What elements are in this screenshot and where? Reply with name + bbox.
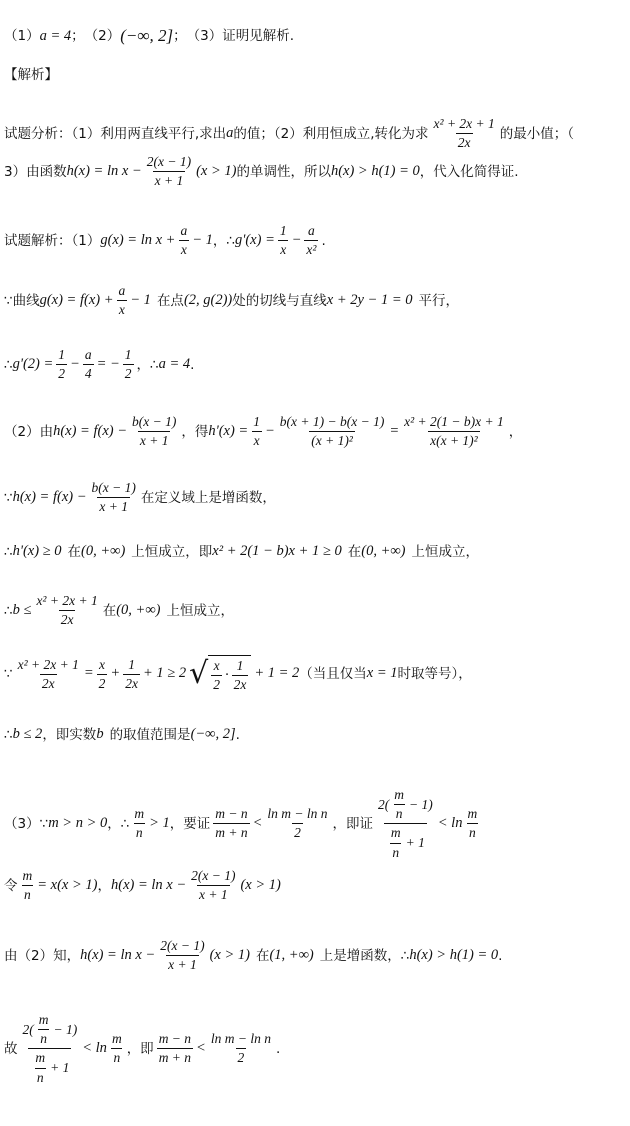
- math-expr: g'(2) =: [12, 355, 54, 372]
- solution-text: （当且仅当: [299, 666, 367, 683]
- solution-line-7: [4, 593, 626, 628]
- fraction: $\frac{2(x - 1)}{x + 1}$: [160, 938, 205, 973]
- math-expr: −: [264, 422, 275, 439]
- solution-text: 在: [255, 947, 270, 964]
- math-expr: < ln: [437, 815, 463, 832]
- math-expr: x² + 2(1 − b)x + 1 ≥ 0: [212, 543, 342, 559]
- solution-line-2: [4, 283, 626, 318]
- math-expr: = x(x > 1): [37, 876, 98, 893]
- math-expr: (1, +∞): [269, 946, 314, 963]
- math-var: b: [96, 726, 104, 742]
- fraction: $\frac{a}{x}$: [180, 223, 188, 258]
- math-expr: + 1 = 2: [254, 665, 300, 682]
- solution-text: ，∴: [107, 815, 130, 832]
- solution-text: ，要证: [169, 815, 211, 832]
- math-expr: g(x) = ln x +: [100, 231, 176, 248]
- math-expr: − 1: [130, 291, 151, 308]
- fraction: $\frac{\text{ln m − ln n}}{2}$: [267, 806, 328, 841]
- solution-text: .: [321, 232, 326, 249]
- answer-separator: ；: [71, 28, 85, 45]
- math-expr: m > n > 0: [48, 815, 108, 832]
- answer-separator-2: ；: [173, 28, 187, 45]
- answer-part1-label: （1）: [4, 28, 40, 45]
- solution-text: ，即实数: [42, 726, 97, 743]
- math-expr: h(x) = f(x) −: [12, 488, 87, 505]
- fraction: $\frac{\text{x² + 2x + 1}}{2x}$: [36, 593, 98, 628]
- analysis-line-2: [4, 154, 626, 189]
- solution-text: 在: [347, 543, 362, 560]
- math-expr: h(x) > h(1) = 0: [330, 162, 420, 179]
- math-expr: < ln: [82, 1040, 107, 1057]
- solution-text: ，: [97, 877, 111, 894]
- math-expr: h(x) > h(1) = 0: [409, 946, 499, 963]
- fraction: $\frac{b(x - 1)}{x + 1}$: [91, 480, 136, 515]
- math-expr: h'(x) =: [208, 422, 249, 439]
- math-expr: =: [389, 422, 400, 439]
- fraction: $\frac{b(x - 1)}{x + 1}$: [132, 414, 177, 449]
- solution-text: 在定义域上是增函数，: [140, 489, 276, 506]
- math-expr: h(x) = ln x −: [66, 162, 142, 179]
- solution-text: 处的切线与直线: [232, 292, 327, 309]
- fraction: $\frac{\text{x² + 2(1 − b)x + 1}}{\text{x(x + 1)²}}$: [404, 414, 504, 449]
- analysis-text: ，代入化简得证.: [419, 163, 519, 180]
- fraction: $\frac{b(x + 1) - b(x - 1)}{\text{(x + 1)²}}$: [279, 414, 385, 449]
- fraction: $\frac{1}{2}$: [58, 347, 66, 382]
- solution-text: 上恒成立，: [411, 543, 480, 560]
- solution-text: ∵: [4, 666, 13, 683]
- solution-line-1: [4, 223, 626, 258]
- fraction: $\frac{\text{ln m − ln n}}{2}$: [210, 1031, 271, 1066]
- solution-line-3: [4, 347, 626, 382]
- solution-text: ，: [508, 423, 523, 440]
- solution-line-8: [4, 655, 626, 693]
- math-var: a: [226, 124, 234, 141]
- solution-text: .: [275, 1040, 281, 1057]
- answer-part1-value: a = 4: [39, 27, 72, 44]
- math-expr: = −: [96, 355, 120, 372]
- fraction: $\frac{1}{2}$: [124, 347, 132, 382]
- answer-part3: （3）证明见解析.: [186, 28, 294, 45]
- compound-fraction: 2( $\frac{m}{n}$ − 1) $\frac{m}{n}$ + 1: [22, 1012, 78, 1085]
- solution-text: 故: [4, 1040, 18, 1057]
- math-expr: =: [83, 665, 94, 682]
- solution-text: ∴: [4, 356, 13, 373]
- analysis-text: 的单调性，所以: [236, 163, 331, 180]
- math-expr: <: [196, 1040, 206, 1057]
- solution-text: ，即证: [332, 815, 374, 832]
- fraction: $\frac{1}{2x}$: [125, 656, 138, 691]
- math-expr: x = 1: [366, 665, 398, 682]
- math-expr: g'(x) =: [235, 231, 275, 248]
- math-expr: h(x) = f(x) −: [53, 422, 128, 439]
- fraction: $\frac{\text{x² + 2x + 1}}{2x}$: [17, 656, 79, 691]
- solution-text: 试题解析：（1）: [4, 232, 101, 249]
- solution-text: 由（2）知，: [4, 947, 81, 964]
- answer-part2-value: (−∞, 2]: [120, 26, 174, 45]
- solution-text: ，即: [126, 1040, 154, 1057]
- math-expr: > 1: [149, 815, 170, 832]
- solution-line-6: [4, 543, 626, 560]
- analysis-line-1: [4, 116, 626, 151]
- fraction: $\frac{1}{x}$: [253, 414, 260, 449]
- math-expr: (x > 1): [240, 876, 281, 893]
- analysis-text: 3）由函数: [4, 163, 67, 180]
- solution-text: 平行，: [418, 292, 459, 309]
- solution-line-4: [4, 414, 626, 449]
- math-expr: −: [291, 231, 302, 248]
- solution-text: ，得: [181, 423, 209, 440]
- solution-text: （3）∵: [4, 815, 49, 832]
- solution-text: 的取值范围是: [109, 726, 191, 743]
- fraction: $\frac{m}{n}$: [111, 1031, 122, 1066]
- square-root: √ $\frac{x}{2}$ · $\frac{1}{2x}$: [189, 655, 251, 693]
- math-expr: h(x) = ln x −: [110, 876, 187, 893]
- fraction: $\frac{m}{n}$: [134, 806, 145, 841]
- math-expr: g(x) = f(x) +: [39, 291, 114, 308]
- math-expr: x + 2y − 1 = 0: [326, 291, 413, 308]
- analysis-text: 试题分析：（1）利用两直线平行,求出: [4, 125, 227, 142]
- math-expr: (0, +∞): [361, 543, 406, 559]
- fraction: $\frac{a}{\text{x²}}$: [306, 223, 317, 258]
- fraction: $\frac{m}{n}$: [467, 806, 478, 841]
- fraction: $\frac{1}{x}$: [279, 223, 287, 258]
- analysis-text: 的值；（2）利用恒成立,转化为求: [233, 125, 429, 142]
- math-expr: (2, g(2)): [183, 291, 233, 308]
- solution-text: ∴: [4, 543, 13, 560]
- fraction: $\frac{m}{n}$: [22, 868, 33, 903]
- solution-text: ，∴: [212, 232, 235, 249]
- math-expr: h(x) = ln x −: [80, 946, 156, 963]
- analysis-header: [4, 67, 626, 83]
- fraction: $\frac{a}{x}$: [118, 283, 126, 318]
- fraction: $\frac{2(x - 1)}{x + 1}$: [146, 154, 192, 189]
- math-expr: −: [70, 355, 80, 372]
- solution-text: ∴: [4, 602, 13, 619]
- math-expr: − 1: [192, 231, 213, 248]
- solution-text: 上是增函数，∴: [319, 947, 410, 964]
- fraction: $\frac{m - n}{m + n}$: [215, 806, 248, 841]
- solution-text: ∴: [4, 726, 13, 743]
- solution-line-5: [4, 480, 626, 515]
- solution-text: 在点: [156, 292, 184, 309]
- solution-text: .: [498, 947, 503, 964]
- fraction: $\frac{x}{2}$: [98, 656, 106, 691]
- math-expr: + 1 ≥ 2: [142, 665, 187, 682]
- answer-line: [4, 26, 626, 46]
- compound-fraction: 2( $\frac{m}{n}$ − 1) $\frac{m}{n}$ + 1: [378, 787, 433, 860]
- fraction: $\frac{\text{x² + 2x + 1}}{2x}$: [433, 116, 495, 151]
- math-expr: (0, +∞): [81, 543, 126, 559]
- solution-text: ，∴: [136, 356, 159, 373]
- solution-text: 在: [67, 543, 81, 560]
- solution-text: .: [235, 726, 240, 743]
- solution-text: 上恒成立，即: [131, 543, 213, 560]
- math-expr: h'(x) ≥ 0: [12, 543, 62, 559]
- math-expr: b ≤: [12, 601, 32, 618]
- answer-part2-label: （2）: [84, 28, 121, 45]
- solution-line-9: [4, 726, 626, 743]
- math-expr: (0, +∞): [116, 601, 161, 618]
- solution-line-12: [4, 938, 626, 973]
- solution-text: （2）由: [4, 423, 54, 440]
- solution-line-11: [4, 868, 626, 903]
- analysis-header-text: 【解析】: [4, 67, 58, 83]
- math-expr: (x > 1): [196, 162, 237, 179]
- solution-line-13: [4, 1012, 626, 1086]
- math-expr: a = 4: [158, 355, 191, 372]
- solution-text: 令: [4, 877, 18, 894]
- solution-text: .: [190, 356, 195, 373]
- math-expr: <: [252, 815, 263, 832]
- math-expr: (−∞, 2]: [190, 726, 236, 742]
- solution-text: 上恒成立，: [166, 602, 234, 619]
- solution-text: ∵: [4, 489, 13, 506]
- fraction: $\frac{a}{4}$: [84, 347, 92, 382]
- math-expr: +: [110, 665, 121, 682]
- solution-text: 在: [102, 602, 117, 619]
- solution-text: ∵曲线: [4, 292, 40, 309]
- math-expr: b ≤ 2: [12, 726, 43, 742]
- math-expr: (x > 1): [209, 946, 250, 963]
- analysis-text: 的最小值；（: [499, 125, 575, 142]
- fraction: $\frac{m - n}{m + n}$: [158, 1031, 192, 1066]
- solution-text: 时取等号），: [397, 666, 472, 683]
- solution-line-10: [4, 787, 626, 861]
- fraction: $\frac{2(x - 1)}{x + 1}$: [191, 868, 236, 903]
